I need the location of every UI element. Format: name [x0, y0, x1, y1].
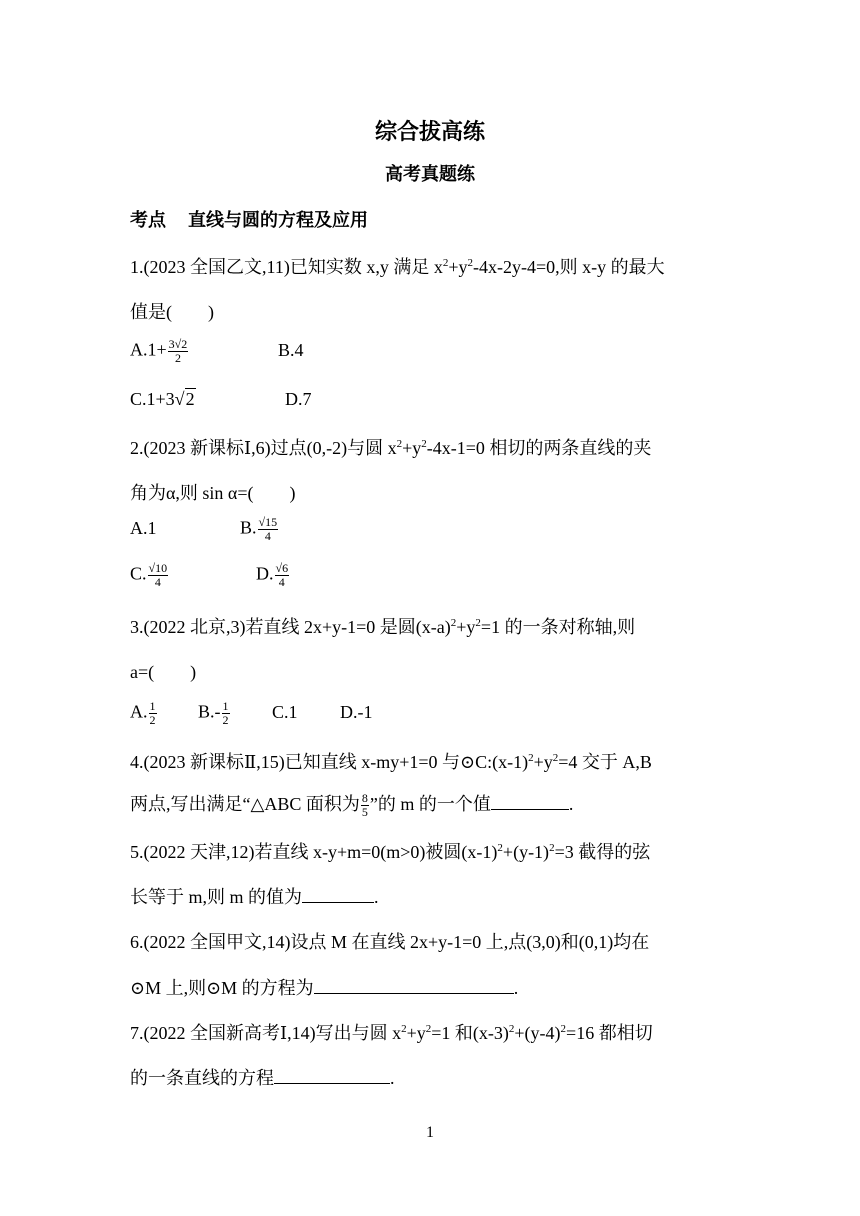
- question-1-line-1: 1.(2023 全国乙文,11)已知实数 x,y 满足 $x^2+y^2-4x-2y-4=0$,则 x-y 的最大: [130, 257, 665, 277]
- question-3-line-1: 3.(2022 北京,3)若直线 2x+y-1=0 是圆$(x-a)^2+y^2=1$ 的一条对称轴,则: [130, 617, 636, 637]
- question-2-option-d: D. $\frac{√6}{4}$: [256, 561, 289, 589]
- question-2-option-b: B. $\frac{√15}{4}$: [240, 515, 278, 543]
- page-title: 综合拔高练: [374, 120, 485, 145]
- question-3-option-b: B.- $\frac{1}{2}$: [198, 699, 229, 727]
- question-4-line-2: 两点,写出满足“△ABC 面积为 $\frac{8}{5}$ ”的 m 的一个值 .: [130, 791, 574, 820]
- topic-heading: [130, 206, 368, 232]
- question-7-line-1: 7.(2022 全国新高考Ⅰ,14)写出与圆 $x^2+y^2=1$ 和$(x-3)^2+(y-4)^2=16$ 都相切: [130, 1023, 653, 1043]
- question-2-line-1: 2.(2023 新课标Ⅰ,6)过点(0,-2)与圆 $x^2+y^2-4x-1=0$ 相切的两条直线的夹: [130, 438, 652, 458]
- question-3-option-a: A. $\frac{1}{2}$: [130, 699, 156, 727]
- answer-blank-6[interactable]: [314, 979, 514, 994]
- question-1-option-c: C.1+3√2: [130, 389, 195, 409]
- question-3-options: [130, 700, 373, 727]
- question-3-line-2: a=( ): [130, 662, 197, 682]
- fraction-8-5: $\frac{8}{5}$: [361, 791, 368, 820]
- question-5-line-1: 5.(2022 天津,12)若直线 x-y+m=0(m>0)被圆$(x-1)^2+(y-1)^2=3$ 截得的弦: [130, 842, 651, 862]
- question-3-option-c: C.1: [272, 701, 298, 722]
- topic-text: 直线与圆的方程及应用: [188, 210, 368, 231]
- section-subtitle: 高考真题练: [385, 164, 475, 185]
- question-1-option-a: A.1+ $\frac{3√2}{2}$: [130, 337, 188, 365]
- question-1-options-cd: [130, 389, 312, 410]
- question-1-line-2: 值是( ): [130, 302, 214, 322]
- question-2-options-cd: [130, 562, 290, 589]
- question-7-line-2: 的一条直线的方程 .: [130, 1068, 395, 1088]
- question-2-option-a: A.1: [130, 517, 157, 538]
- question-6-line-2: ⊙M 上,则⊙M 的方程为 .: [130, 978, 519, 998]
- answer-blank-7[interactable]: [274, 1069, 390, 1084]
- question-1-option-b: B.4: [278, 339, 304, 360]
- topic-label: 考点: [130, 210, 166, 231]
- page-number: 1: [426, 1124, 434, 1141]
- question-1-options-ab: [130, 338, 304, 365]
- question-2-line-2: 角为α,则 sin α=( ): [130, 483, 296, 503]
- question-2-options-ab: [130, 516, 279, 543]
- answer-blank-5[interactable]: [302, 888, 374, 903]
- answer-blank-4[interactable]: [491, 795, 569, 810]
- question-2-option-c: C. $\frac{√10}{4}$: [130, 561, 168, 589]
- question-6-line-1: 6.(2022 全国甲文,14)设点 M 在直线 2x+y-1=0 上,点(3,0)和(0,1)均在: [130, 932, 650, 952]
- question-4-line-1: 4.(2023 新课标Ⅱ,15)已知直线 x-my+1=0 与$⊙C:(x-1)^2+y^2=4$ 交于 A,B: [130, 752, 652, 772]
- question-1-option-d: D.7: [285, 389, 312, 409]
- question-3-option-d: D.-1: [340, 701, 373, 722]
- question-5-line-2: 长等于 m,则 m 的值为 .: [130, 887, 379, 907]
